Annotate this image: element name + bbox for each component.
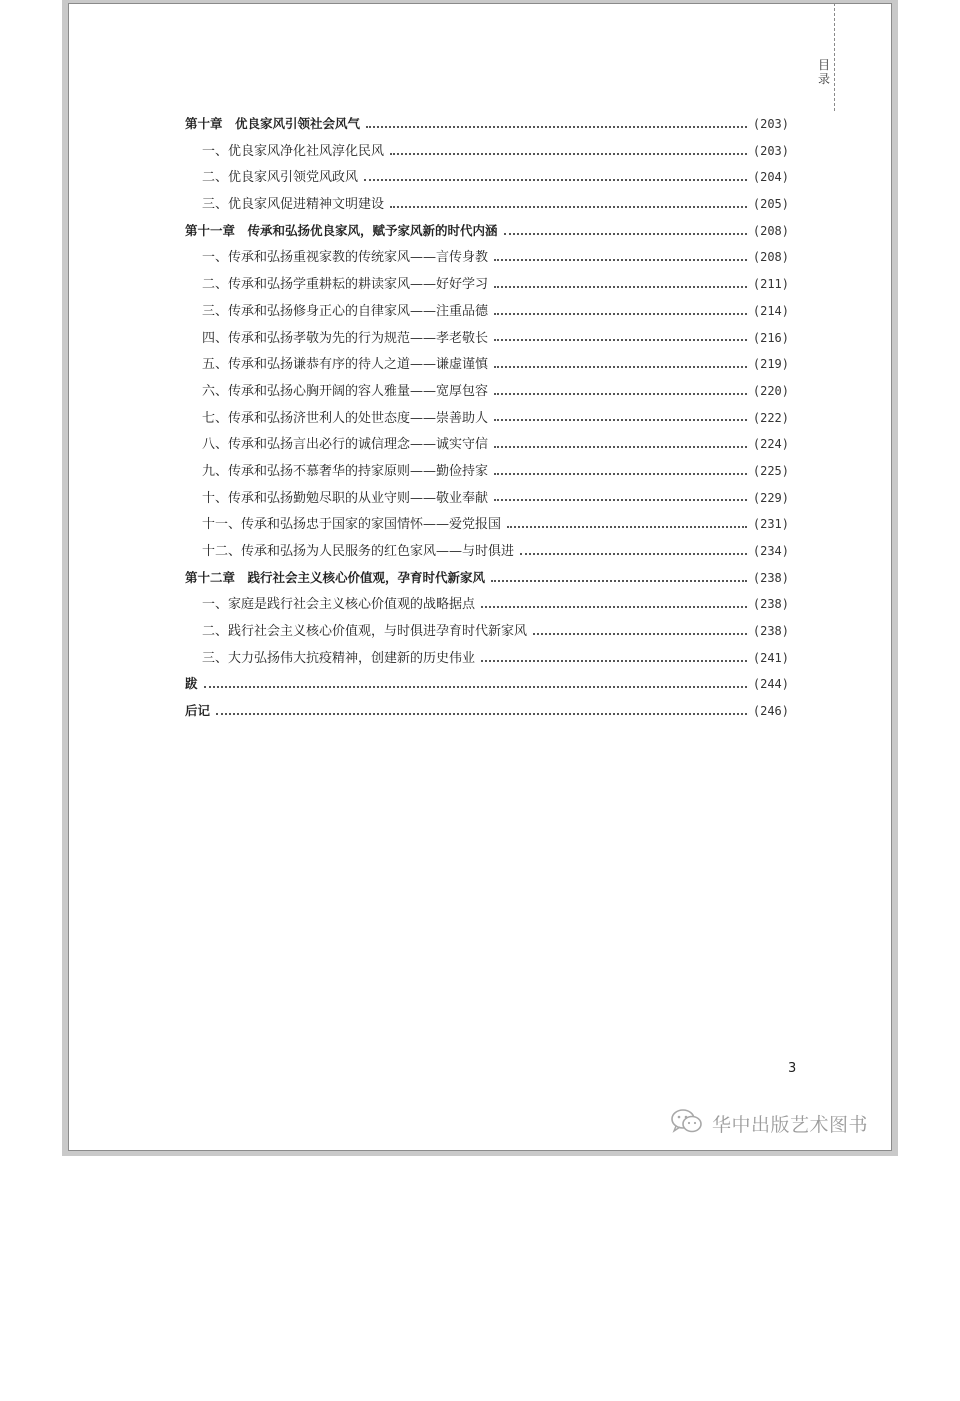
- toc-section-row: [185, 538, 789, 565]
- toc-page-number: (204): [752, 170, 789, 185]
- toc-page-number: (238): [752, 624, 789, 639]
- toc-entry-title: 七、传承和弘扬济世利人的处世态度——崇善助人: [202, 410, 489, 426]
- toc-page-number: (216): [752, 330, 789, 345]
- toc-section-row: [185, 591, 789, 618]
- toc-page-number: (222): [752, 410, 789, 425]
- toc-section-row: [185, 405, 789, 432]
- toc-entry-title: 三、优良家风促进精神文明建设: [202, 197, 385, 213]
- toc-leader-dots: [366, 125, 747, 128]
- toc-entry-title: 二、优良家风引领党风政风: [202, 170, 359, 186]
- toc-leader-dots: [494, 392, 747, 395]
- toc-entry-title: 二、践行社会主义核心价值观，与时俱进孕育时代新家风: [202, 624, 528, 640]
- toc-page-number: (205): [752, 197, 789, 212]
- toc-page-number: (234): [752, 544, 789, 558]
- toc-section-row: [185, 325, 789, 352]
- toc-page-number: (219): [752, 357, 789, 372]
- toc-entry-title: 六、传承和弘扬心胸开阔的容人雅量——宽厚包容: [202, 383, 489, 399]
- toc-chapter-row: [185, 218, 789, 245]
- toc-entry-title: 第十章 优良家风引领社会风气: [185, 116, 361, 131]
- toc-entry-title: 八、传承和弘扬言出必行的诚信理念——诚实守信: [202, 437, 489, 453]
- toc-section-row: [185, 138, 789, 165]
- header-char-1: 目: [817, 58, 830, 72]
- toc-leader-dots: [390, 205, 747, 208]
- toc-entry-title: 后记: [185, 703, 211, 719]
- toc-leader-dots: [204, 685, 747, 688]
- toc-section-row: [185, 431, 789, 458]
- toc-entry-title: 五、传承和弘扬谦恭有序的待人之道——谦虚谨慎: [202, 357, 489, 373]
- toc-page-number: (208): [752, 223, 789, 238]
- toc-leader-dots: [494, 285, 747, 288]
- toc-leader-dots: [216, 712, 747, 715]
- toc-section-row: [185, 378, 789, 405]
- toc-entry-title: 十、传承和弘扬勤勉尽职的从业守则——敬业奉献: [202, 490, 489, 506]
- toc-leader-dots: [491, 579, 747, 582]
- toc-leader-dots: [494, 498, 747, 501]
- toc-leader-dots: [494, 338, 747, 341]
- toc-page-number: (238): [752, 570, 789, 585]
- running-header: [817, 58, 831, 86]
- toc-section-row: [185, 485, 789, 512]
- toc-page-number: (208): [752, 250, 789, 265]
- toc-leader-dots: [390, 152, 747, 155]
- toc-section-row: [185, 298, 789, 325]
- toc-page-number: (211): [752, 277, 789, 292]
- toc-entry-title: 一、家庭是践行社会主义核心价值观的战略据点: [202, 597, 476, 613]
- toc-chapter-row: [185, 671, 789, 698]
- toc-leader-dots: [494, 365, 747, 368]
- toc-section-row: [185, 271, 789, 298]
- toc-page-number: (229): [752, 490, 789, 505]
- toc-section-row: [185, 645, 789, 672]
- toc-page-number: (225): [752, 463, 789, 478]
- toc-chapter-row: [185, 111, 789, 138]
- toc-leader-dots: [494, 258, 747, 261]
- watermark: [670, 1108, 868, 1138]
- toc-section-row: [185, 164, 789, 191]
- toc-page-number: (224): [752, 437, 789, 452]
- toc-entry-title: 九、传承和弘扬不慕奢华的持家原则——勤俭持家: [202, 463, 489, 479]
- toc-page-number: (203): [752, 117, 789, 131]
- table-of-contents: [185, 111, 789, 725]
- toc-page-number: (220): [752, 383, 789, 398]
- toc-leader-dots: [481, 605, 747, 608]
- toc-section-row: [185, 191, 789, 218]
- toc-section-row: [185, 351, 789, 378]
- toc-page-number: (231): [752, 517, 789, 532]
- toc-entry-title: 跋: [185, 676, 198, 692]
- toc-leader-dots: [507, 525, 747, 528]
- toc-section-row: [185, 511, 789, 538]
- toc-leader-dots: [520, 552, 747, 555]
- toc-section-row: [185, 458, 789, 485]
- toc-entry-title: 第十一章 传承和弘扬优良家风，赋予家风新的时代内涵: [185, 222, 498, 238]
- toc-entry-title: 一、传承和弘扬重视家教的传统家风——言传身教: [202, 250, 489, 266]
- toc-entry-title: 一、优良家风净化社风淳化民风: [202, 143, 385, 159]
- page-number: 3: [788, 1061, 797, 1076]
- toc-chapter-row: [185, 698, 789, 725]
- toc-entry-title: 第十二章 践行社会主义核心价值观，孕育时代新家风: [185, 569, 486, 585]
- toc-section-row: [185, 244, 789, 271]
- toc-leader-dots: [494, 312, 747, 315]
- toc-entry-title: 十二、传承和弘扬为人民服务的红色家风——与时俱进: [202, 544, 515, 559]
- toc-page-number: (241): [752, 650, 789, 665]
- toc-leader-dots: [494, 418, 747, 421]
- toc-page-number: (203): [752, 143, 789, 158]
- header-char-2: 录: [817, 72, 830, 86]
- toc-entry-title: 四、传承和弘扬孝敬为先的行为规范——孝老敬长: [202, 330, 489, 346]
- toc-chapter-row: [185, 565, 789, 592]
- toc-entry-title: 三、传承和弘扬修身正心的自律家风——注重品德: [202, 303, 489, 319]
- toc-leader-dots: [533, 632, 747, 635]
- toc-page-number: (244): [752, 677, 789, 692]
- header-divider: [834, 3, 835, 111]
- toc-leader-dots: [494, 472, 747, 475]
- wechat-icon: [670, 1108, 704, 1138]
- toc-entry-title: 十一、传承和弘扬忠于国家的家国情怀——爱党报国: [202, 517, 502, 533]
- toc-page-number: (246): [752, 704, 789, 719]
- toc-entry-title: 二、传承和弘扬学重耕耘的耕读家风——好好学习: [202, 277, 489, 293]
- toc-section-row: [185, 618, 789, 645]
- toc-page-number: (238): [752, 597, 789, 612]
- toc-entry-title: 三、大力弘扬伟大抗疫精神，创建新的历史伟业: [202, 650, 476, 666]
- watermark-text: 华中出版艺术图书: [712, 1113, 869, 1136]
- toc-leader-dots: [481, 659, 747, 662]
- toc-page-number: (214): [752, 303, 789, 318]
- toc-leader-dots: [504, 232, 747, 235]
- toc-leader-dots: [494, 445, 747, 448]
- toc-leader-dots: [364, 178, 747, 181]
